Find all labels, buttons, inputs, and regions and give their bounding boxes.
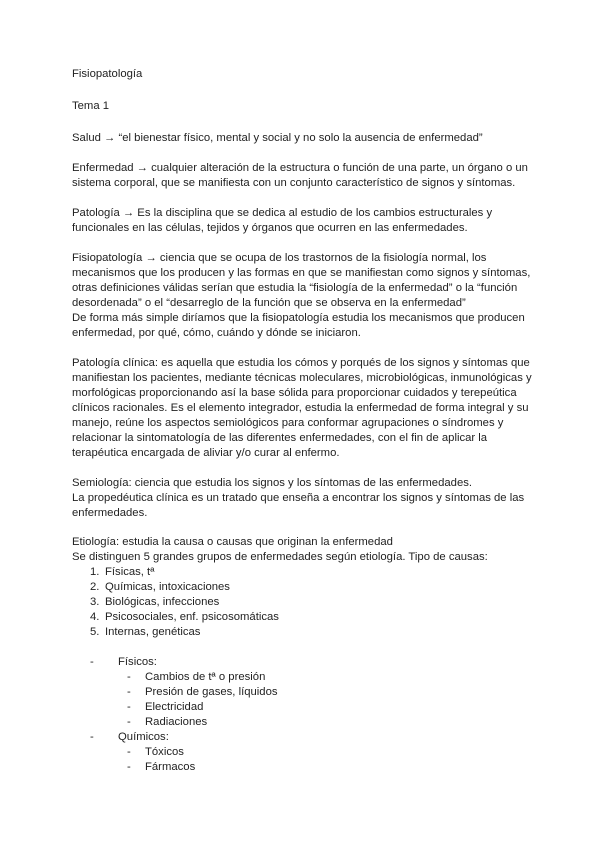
- list-item: [118, 670, 542, 685]
- text-line: Etiología: estudia la causa o causas que originan la enfermedad: [72, 536, 393, 548]
- fisiopatologia-definition: [72, 251, 542, 341]
- bullet-dash: -: [127, 671, 131, 683]
- list-item: [72, 595, 542, 610]
- list-item: [72, 565, 542, 580]
- list-item-text: Químicos:: [118, 731, 169, 743]
- document-title: Fisiopatología: [72, 68, 143, 80]
- text-line: morfológicas proporcionando así la base sólida para proporcionar cuidados y terepeútica: [72, 387, 517, 399]
- cause-details-list: [72, 655, 542, 775]
- list-item-text: Físicos:: [118, 656, 157, 668]
- text-line: enfermedad, por qué, cómo, cuándo y dónde se iniciaron.: [72, 327, 361, 339]
- list-item-fisicos: [72, 655, 542, 730]
- text-line: otras definiciones válidas serían que estudia la “fisiología de la enfermedad” o la “función: [72, 282, 518, 294]
- text-line: relacionar la sintomatología de las diferentes enfermedades, con el fin de aplicar la: [72, 432, 488, 444]
- list-item-text: Tóxicos: [145, 746, 184, 758]
- list-item: [118, 700, 542, 715]
- text-line: La propedéutica clínica es un tratado que enseña a encontrar los signos y síntomas de las: [72, 492, 525, 504]
- text-line: Se distinguen 5 grandes grupos de enfermedades según etiología. Tipo de causas:: [72, 551, 488, 563]
- text-line: enfermedades.: [72, 507, 148, 519]
- text-line: Semiología: ciencia que estudia los signos y los síntomas de las enfermedades.: [72, 477, 473, 489]
- list-item: [118, 745, 542, 760]
- semiologia-paragraph: [72, 476, 542, 521]
- list-item: [72, 610, 542, 625]
- quimicos-sublist: [118, 745, 542, 775]
- list-number: 1.: [90, 566, 100, 578]
- bullet-dash: -: [127, 701, 131, 713]
- text-line: Enfermedad → cualquier alteración de la estructura o función de una parte, un órgano o un: [72, 162, 528, 174]
- list-item: [72, 580, 542, 595]
- bullet-dash: -: [127, 746, 131, 758]
- list-item-text: Físicas, tª: [105, 566, 155, 578]
- document-page: [72, 67, 542, 775]
- list-item-text: Psicosociales, enf. psicosomáticas: [105, 611, 279, 623]
- enfermedad-definition: [72, 161, 542, 191]
- salud-definition: Salud → “el bienestar físico, mental y social y no solo la ausencia de enfermedad”: [72, 132, 483, 144]
- list-item-text: Presión de gases, líquidos: [145, 686, 278, 698]
- list-item-text: Internas, genéticas: [105, 626, 201, 638]
- text-line: desordenada” o el “desarreglo de la función que se observa en la enfermedad”: [72, 297, 466, 309]
- list-item-text: Cambios de tª o presión: [145, 671, 266, 683]
- list-item: [72, 625, 542, 640]
- patologia-clinica-paragraph: [72, 356, 542, 461]
- list-number: 4.: [90, 611, 100, 623]
- list-number: 3.: [90, 596, 100, 608]
- list-item-text: Radiaciones: [145, 716, 208, 728]
- list-number: 5.: [90, 626, 100, 638]
- text-line: sistema corporal, que se manifiesta con un conjunto característico de signos y síntomas.: [72, 177, 516, 189]
- bullet-dash: -: [90, 656, 94, 668]
- list-item-text: Químicas, intoxicaciones: [105, 581, 230, 593]
- list-number: 2.: [90, 581, 100, 593]
- etiologia-paragraph: [72, 535, 542, 565]
- text-line: funcionales en las células, tejidos y órganos que ocurren en las enfermedades.: [72, 222, 468, 234]
- text-line: terapéutica encargada de aliviar y/o curar al enfermo.: [72, 447, 340, 459]
- list-item-text: Electricidad: [145, 701, 204, 713]
- causes-list: [72, 565, 542, 640]
- bullet-dash: -: [127, 686, 131, 698]
- bullet-dash: -: [127, 716, 131, 728]
- text-line: manejo, reúne los aspectos semiológicos para conformar agrupaciones o síndromes y: [72, 417, 504, 429]
- text-line: De forma más simple diríamos que la fisiopatología estudia los mecanismos que producen: [72, 312, 525, 324]
- bullet-dash: -: [127, 761, 131, 773]
- list-item: [118, 685, 542, 700]
- list-item: [118, 760, 542, 775]
- text-line: manifiestan los pacientes, mediante técnicas moleculares, microbiológicas, inmunológicas y: [72, 372, 532, 384]
- text-line: clínicos racionales. Es el elemento integrador, estudia la enfermedad de forma integral y su: [72, 402, 529, 414]
- fisicos-sublist: [118, 670, 542, 730]
- list-item-quimicos: [72, 730, 542, 775]
- list-item-text: Biológicas, infecciones: [105, 596, 220, 608]
- text-line: mecanismos que los producen y las formas en que se manifiestan como signos y síntomas,: [72, 267, 531, 279]
- patologia-definition: [72, 206, 542, 236]
- tema-heading: Tema 1: [72, 100, 110, 112]
- bullet-dash: -: [90, 731, 94, 743]
- text-line: Patología clínica: es aquella que estudia los cómos y porqués de los signos y síntomas que: [72, 357, 530, 369]
- text-line: Patología → Es la disciplina que se dedica al estudio de los cambios estructurales y: [72, 207, 493, 219]
- list-item-text: Fármacos: [145, 761, 196, 773]
- list-item: [118, 715, 542, 730]
- text-line: Fisiopatología → ciencia que se ocupa de los trastornos de la fisiología normal, los: [72, 252, 487, 264]
